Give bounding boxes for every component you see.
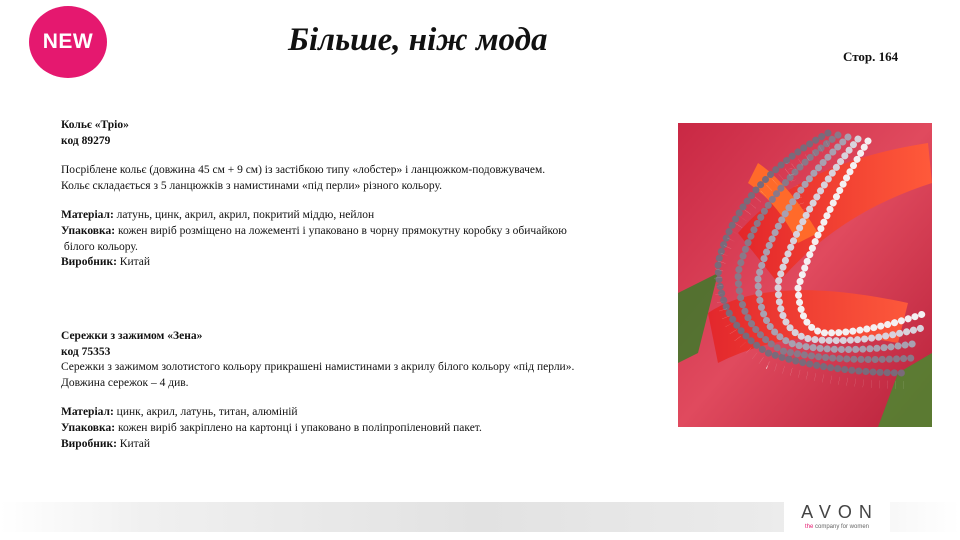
avon-tagline-accent: the [804,524,814,530]
packaging-row [61,224,661,240]
page-title: Більше, ніж мода [288,22,548,58]
product-code: код 75353 [61,345,111,358]
page-number: Стор. 164 [843,49,899,64]
product-zena [61,329,681,452]
avon-tagline [784,524,890,530]
product-description-line: Посріблене кольє (довжина 45 см + 9 см) із застібкою типу «лобстер» і ланцюжком-подовжувачем. [61,164,546,177]
product-name: Сережки з зажимом «Зена» [61,330,203,342]
maker-value: Китай [116,437,151,450]
maker-value: Китай [116,256,151,269]
material-value: латунь, цинк, акрил, акрил, покритий міддю, нейлон [113,209,375,222]
packaging-label: Упаковка: [61,421,116,434]
new-badge-label: NEW [42,30,94,53]
material-row [61,208,661,224]
maker-label: Виробник: [61,256,117,269]
product-description-line: Довжина сережок – 4 див. [61,376,189,389]
maker-row [61,255,661,271]
packaging-row [61,421,681,437]
necklace-photo [678,123,932,427]
material-label: Матеріал: [61,209,114,222]
maker-row [61,437,681,453]
avon-logo [784,494,890,536]
new-badge [29,6,107,78]
avon-tagline-text: company for women [813,524,870,530]
product-description-line: Сережки з зажимом золотистого кольору прикрашені намистинами з акрилу білого кольору «під перли». [61,361,575,374]
material-row [61,405,681,421]
product-name: Кольє «Тріо» [61,119,129,131]
product-trio [61,118,661,271]
packaging-value: кожен виріб закріплено на картонці і упаковано в поліпропіленовий пакет. [115,421,482,434]
material-label: Матеріал: [61,406,114,419]
necklace-illustration [678,123,932,427]
product-code: код 89279 [61,134,111,147]
material-value: цинк, акрил, латунь, титан, алюміній [113,406,298,419]
packaging-label: Упаковка: [61,224,116,237]
avon-brand: AVON [801,502,879,522]
maker-label: Виробник: [61,437,117,450]
packaging-continuation: білого кольору. [61,240,138,253]
packaging-value: кожен виріб розміщено на ложементі і упаковано в чорну прямокутну коробку з обичайкою [115,224,567,237]
product-description-line: Кольє складається з 5 ланцюжків з намистинами «під перли» різного кольору. [61,179,442,192]
